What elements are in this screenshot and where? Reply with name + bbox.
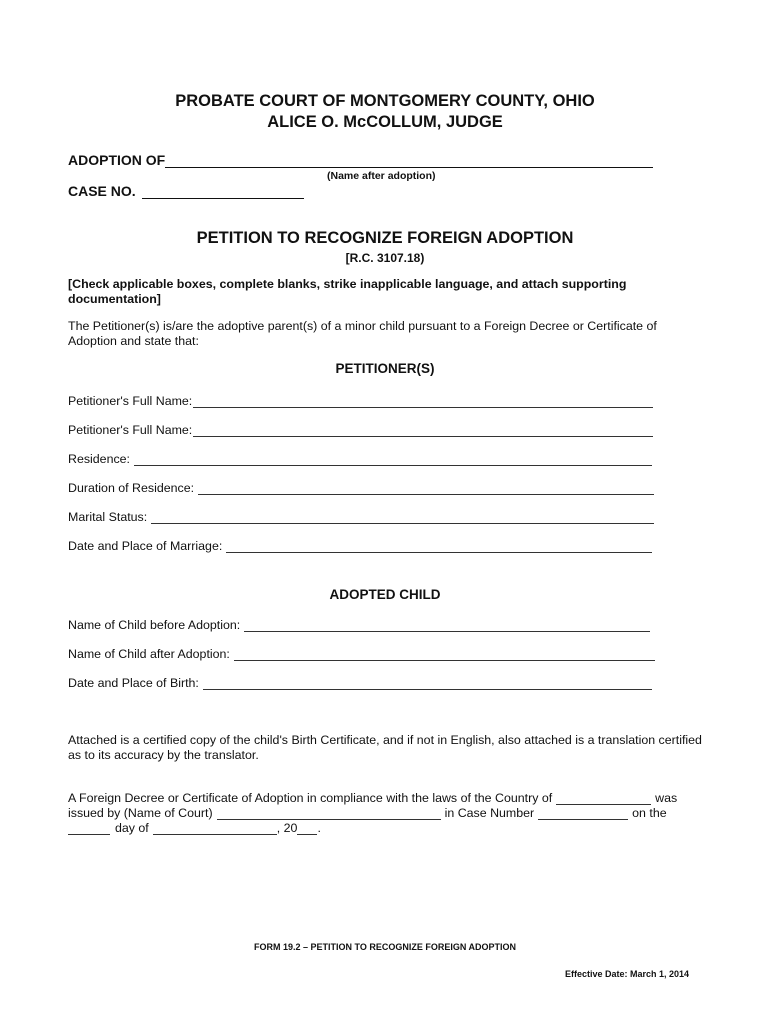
adoption-of-label: ADOPTION OF [68,152,166,168]
attached-line2: as to its accuracy by the translator. [68,748,259,762]
marriage-row [68,539,652,553]
field-label: Date and Place of Birth: [68,676,199,690]
field-label: Name of Child before Adoption: [68,618,241,632]
residence-field[interactable] [134,454,652,466]
case-no-label: CASE NO. [68,183,136,199]
form-footer-label: FORM 19.2 – PETITION TO RECOGNIZE FOREIGN ADOPTION [253,942,517,952]
intro-line1: The Petitioner(s) is/are the adoptive parent(s) of a minor child pursuant to a Foreign Decree or Certificate of [68,319,657,333]
decree-text: was [655,791,678,805]
petitioner-name-1-field[interactable] [193,396,653,408]
child-before-field[interactable] [244,620,650,632]
case-no-field[interactable] [142,184,304,199]
child-before-row [68,618,650,632]
petitioners-heading: PETITIONER(S) [335,361,435,376]
marriage-field[interactable] [226,541,652,553]
instructions-line1: [Check applicable boxes, complete blanks, strike inapplicable language, and attach supporting [68,277,627,291]
birth-field[interactable] [203,678,652,690]
statute-ref: [R.C. 3107.18) [345,251,425,265]
decree-text: , 20 [276,821,298,835]
petitioner-name-2-field[interactable] [193,425,653,437]
marital-status-field[interactable] [151,512,654,524]
day-field[interactable] [68,823,110,835]
form-title: PETITION TO RECOGNIZE FOREIGN ADOPTION [196,229,574,247]
adoption-of-row [68,152,653,168]
court-name: PROBATE COURT OF MONTGOMERY COUNTY, OHIO [175,92,595,110]
name-after-hint: (Name after adoption) [327,170,436,182]
birth-row [68,676,652,690]
month-field[interactable] [153,823,277,835]
marital-status-row [68,510,654,524]
residence-row [68,452,652,466]
field-label: Marital Status: [68,510,148,524]
decree-text: A Foreign Decree or Certificate of Adoption in compliance with the laws of the Country of [68,791,553,805]
field-label: Petitioner's Full Name: [68,423,193,437]
decree-line1 [68,791,677,805]
field-label: Date and Place of Marriage: [68,539,223,553]
decree-text: on the [632,806,667,820]
decree-text: in Case Number [444,806,535,820]
field-label: Residence: [68,452,130,466]
year-field[interactable] [297,823,317,835]
field-label: Petitioner's Full Name: [68,394,193,408]
petitioner-name-2-row [68,423,653,437]
petitioner-name-1-row [68,394,653,408]
child-after-row [68,647,655,661]
effective-date: Effective Date: March 1, 2014 [565,969,690,979]
judge-name: ALICE O. McCOLLUM, JUDGE [267,113,503,131]
decree-line2 [68,806,667,820]
country-field[interactable] [556,793,651,805]
attached-line1: Attached is a certified copy of the child's Birth Certificate, and if not in English, also attached is a translation certified [68,733,702,747]
adoption-of-field[interactable] [165,153,653,168]
instructions-line2: documentation] [68,292,161,306]
field-label: Name of Child after Adoption: [68,647,230,661]
decree-text: . [317,821,321,835]
case-number-field[interactable] [538,808,628,820]
decree-line3 [68,821,321,835]
case-no-row [68,183,304,199]
field-label: Duration of Residence: [68,481,195,495]
court-name-field[interactable] [217,808,441,820]
child-heading: ADOPTED CHILD [329,587,441,602]
decree-text: day of [115,821,149,835]
duration-field[interactable] [198,483,654,495]
decree-text: issued by (Name of Court) [68,806,213,820]
duration-row [68,481,654,495]
child-after-field[interactable] [234,649,655,661]
intro-line2: Adoption and state that: [68,334,199,348]
